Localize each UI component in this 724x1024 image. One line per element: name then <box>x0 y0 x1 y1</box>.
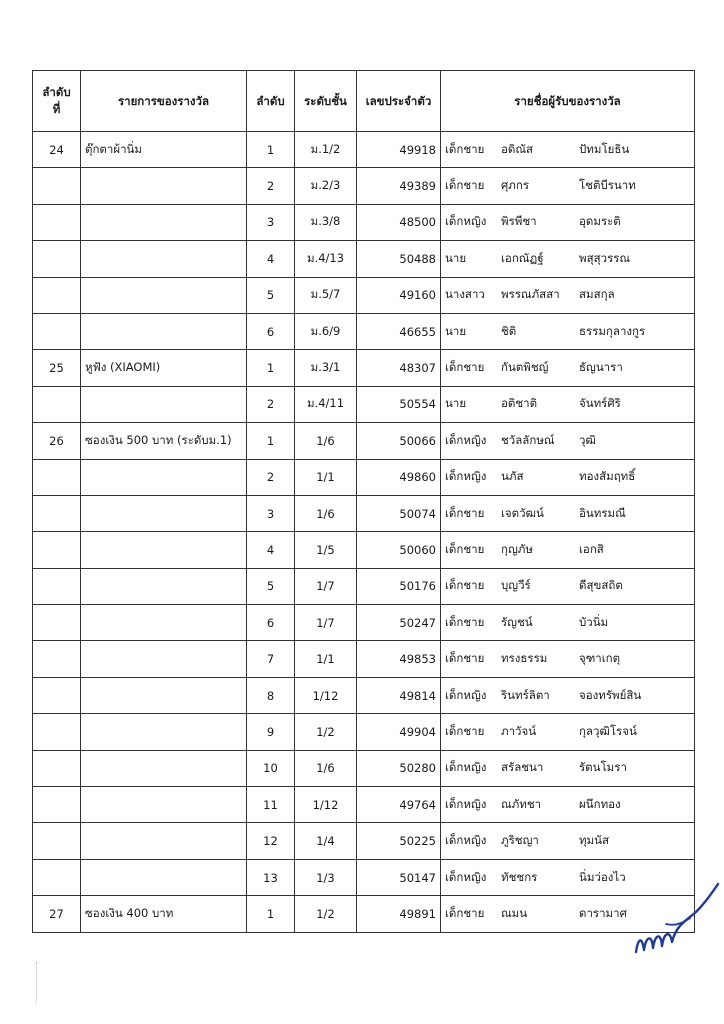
recipient-first-name: ชิติ <box>501 323 517 338</box>
recipient-last-name: ดีสุขสถิต <box>579 578 623 593</box>
prize-item <box>81 241 247 277</box>
class-level: ม.2/3 <box>295 168 357 204</box>
recipient-name <box>441 714 695 750</box>
prize-item <box>81 277 247 313</box>
recipient-name <box>441 605 695 641</box>
class-level: 1/1 <box>295 641 357 677</box>
table-row <box>33 495 695 531</box>
student-id: 50554 <box>357 386 441 422</box>
prize-item: หูฟัง (XIAOMI) <box>81 350 247 386</box>
sequence-number: 1 <box>247 423 295 459</box>
table-row <box>33 714 695 750</box>
class-level: 1/6 <box>295 423 357 459</box>
prize-item <box>81 859 247 895</box>
sequence-number: 1 <box>247 350 295 386</box>
recipient-name <box>441 750 695 786</box>
sequence-number: 8 <box>247 677 295 713</box>
table-row <box>33 641 695 677</box>
table-row <box>33 277 695 313</box>
recipient-first-name: ทัชชกร <box>501 869 538 884</box>
recipient-title: เด็กชาย <box>445 505 485 520</box>
student-id: 50066 <box>357 423 441 459</box>
class-level: 1/2 <box>295 896 357 932</box>
student-id: 49389 <box>357 168 441 204</box>
table-row <box>33 459 695 495</box>
recipient-last-name: เอกสิ <box>579 541 604 556</box>
recipient-first-name: ภาวัจน์ <box>501 723 537 738</box>
recipient-last-name: กุลวุฒิโรจน์ <box>579 723 637 738</box>
recipient-title: เด็กชาย <box>445 541 485 556</box>
class-level: ม.3/1 <box>295 350 357 386</box>
recipient-title: เด็กหญิง <box>445 833 487 848</box>
class-level: ม.5/7 <box>295 277 357 313</box>
recipient-first-name: ศุภกร <box>501 178 530 193</box>
recipient-last-name: จันทร์ศิริ <box>579 396 621 411</box>
table-row <box>33 787 695 823</box>
table-row <box>33 204 695 240</box>
recipient-name <box>441 204 695 240</box>
student-id: 49814 <box>357 677 441 713</box>
class-level: 1/7 <box>295 605 357 641</box>
recipient-name <box>441 641 695 677</box>
recipient-name <box>441 787 695 823</box>
prize-item <box>81 787 247 823</box>
recipient-last-name: ทุมนัส <box>579 833 610 848</box>
recipient-first-name: พิรพีชา <box>501 214 537 229</box>
table-row <box>33 859 695 895</box>
recipient-first-name: ณภัทชา <box>501 796 542 811</box>
prize-item: ซองเงิน 400 บาท <box>81 896 247 932</box>
header-order-line2: ที่ <box>52 102 61 116</box>
class-level: ม.1/2 <box>295 132 357 168</box>
class-level: 1/1 <box>295 459 357 495</box>
order-number <box>33 750 81 786</box>
prize-item <box>81 204 247 240</box>
sequence-number: 12 <box>247 823 295 859</box>
order-number <box>33 168 81 204</box>
class-level: ม.6/9 <box>295 313 357 349</box>
order-number <box>33 859 81 895</box>
header-recipients: รายชื่อผู้รับของรางวัล <box>441 71 695 132</box>
recipient-name <box>441 350 695 386</box>
sequence-number: 4 <box>247 241 295 277</box>
recipient-title: เด็กหญิง <box>445 469 487 484</box>
sequence-number: 7 <box>247 641 295 677</box>
recipient-last-name: โชติบีรนาท <box>579 178 636 193</box>
table-row <box>33 605 695 641</box>
recipient-title: เด็กหญิง <box>445 869 487 884</box>
class-level: ม.4/13 <box>295 241 357 277</box>
sequence-number: 9 <box>247 714 295 750</box>
recipient-title: เด็กหญิง <box>445 432 487 447</box>
prize-item <box>81 386 247 422</box>
sequence-number: 3 <box>247 204 295 240</box>
prize-item: ซองเงิน 500 บาท (ระดับม.1) <box>81 423 247 459</box>
sequence-number: 5 <box>247 568 295 604</box>
student-id: 50176 <box>357 568 441 604</box>
table-row <box>33 423 695 459</box>
recipient-last-name: ธัญนารา <box>579 360 623 375</box>
sequence-number: 13 <box>247 859 295 895</box>
signature-image <box>626 866 722 962</box>
recipient-title: นาย <box>445 250 467 265</box>
order-number <box>33 787 81 823</box>
recipient-first-name: รินทร์ลิตา <box>501 687 550 702</box>
recipient-last-name: ผนึกทอง <box>579 796 621 811</box>
recipient-first-name: สรัลชนา <box>501 760 544 775</box>
prize-item <box>81 313 247 349</box>
table-row <box>33 750 695 786</box>
recipient-last-name: ธรรมกุลางกูร <box>579 323 646 338</box>
table-row <box>33 168 695 204</box>
table-row <box>33 350 695 386</box>
class-level: 1/3 <box>295 859 357 895</box>
student-id: 49891 <box>357 896 441 932</box>
recipient-first-name: ทรงธรรม <box>501 651 548 666</box>
student-id: 50280 <box>357 750 441 786</box>
recipient-first-name: กันตพิชญ์ <box>501 360 549 375</box>
student-id: 49860 <box>357 459 441 495</box>
order-number <box>33 459 81 495</box>
sequence-number: 1 <box>247 132 295 168</box>
class-level: 1/7 <box>295 568 357 604</box>
recipient-title: เด็กหญิง <box>445 796 487 811</box>
recipient-title: นางสาว <box>445 287 485 302</box>
student-id: 50060 <box>357 532 441 568</box>
order-number: 24 <box>33 132 81 168</box>
student-id: 49853 <box>357 641 441 677</box>
student-id: 50147 <box>357 859 441 895</box>
class-level: 1/6 <box>295 750 357 786</box>
student-id: 49918 <box>357 132 441 168</box>
sequence-number: 5 <box>247 277 295 313</box>
sequence-number: 4 <box>247 532 295 568</box>
recipient-name <box>441 677 695 713</box>
recipient-last-name: พสุสุวรรณ <box>579 250 631 265</box>
prize-item <box>81 750 247 786</box>
header-order-line1: ลำดับ <box>42 85 71 99</box>
order-number <box>33 677 81 713</box>
recipient-title: เด็กหญิง <box>445 687 487 702</box>
class-level: 1/12 <box>295 677 357 713</box>
header-seq: ลำดับ <box>247 71 295 132</box>
recipient-title: เด็กชาย <box>445 360 485 375</box>
class-level: 1/4 <box>295 823 357 859</box>
class-level: 1/5 <box>295 532 357 568</box>
prize-item <box>81 714 247 750</box>
order-number <box>33 241 81 277</box>
sequence-number: 6 <box>247 313 295 349</box>
class-level: 1/2 <box>295 714 357 750</box>
recipient-name <box>441 568 695 604</box>
order-number <box>33 641 81 677</box>
sequence-number: 11 <box>247 787 295 823</box>
order-number <box>33 313 81 349</box>
order-number <box>33 495 81 531</box>
table-row <box>33 568 695 604</box>
recipient-first-name: ภูริชญา <box>501 833 539 848</box>
table-row <box>33 677 695 713</box>
order-number: 27 <box>33 896 81 932</box>
student-id: 48307 <box>357 350 441 386</box>
prize-item <box>81 677 247 713</box>
recipient-name <box>441 241 695 277</box>
recipient-name <box>441 168 695 204</box>
table-row <box>33 132 695 168</box>
student-id: 50247 <box>357 605 441 641</box>
prize-item <box>81 459 247 495</box>
recipient-title: เด็กชาย <box>445 905 485 920</box>
recipient-name <box>441 386 695 422</box>
recipient-first-name: อติชาติ <box>501 396 538 411</box>
recipient-last-name: จองทรัพย์สิน <box>579 687 642 702</box>
recipient-first-name: อดิณัส <box>501 141 534 156</box>
recipient-last-name: สมสกุล <box>579 287 615 302</box>
table-row <box>33 896 695 932</box>
recipient-first-name: บุญวีร์ <box>501 578 531 593</box>
sequence-number: 10 <box>247 750 295 786</box>
recipient-name <box>441 132 695 168</box>
recipient-title: เด็กชาย <box>445 578 485 593</box>
sequence-number: 2 <box>247 168 295 204</box>
recipient-title: เด็กชาย <box>445 651 485 666</box>
class-level: ม.3/8 <box>295 204 357 240</box>
awards-table <box>32 70 695 933</box>
recipient-first-name: กุญภัษ <box>501 541 533 556</box>
table-row <box>33 386 695 422</box>
recipient-first-name: เอกณัฏฐ์ <box>501 250 544 265</box>
recipient-name <box>441 459 695 495</box>
recipient-first-name: เจตวัฒน์ <box>501 505 544 520</box>
recipient-name <box>441 423 695 459</box>
recipient-last-name: จุฑาเกตุ <box>579 651 621 666</box>
header-prize: รายการของรางวัล <box>81 71 247 132</box>
header-row <box>33 71 695 132</box>
order-number: 25 <box>33 350 81 386</box>
prize-item <box>81 168 247 204</box>
recipient-last-name: ทองสัมฤทธิ์ <box>579 469 636 484</box>
student-id: 50074 <box>357 495 441 531</box>
recipient-last-name: บัวนิ่ม <box>579 614 609 629</box>
sequence-number: 1 <box>247 896 295 932</box>
recipient-title: เด็กชาย <box>445 178 485 193</box>
order-number: 26 <box>33 423 81 459</box>
table-row <box>33 823 695 859</box>
recipient-last-name: วุฒิ <box>579 432 596 447</box>
recipient-name <box>441 823 695 859</box>
order-number <box>33 568 81 604</box>
recipient-title: เด็กหญิง <box>445 760 487 775</box>
order-number <box>33 386 81 422</box>
recipient-name <box>441 313 695 349</box>
recipient-last-name: นิ่มว่องไว <box>579 869 626 884</box>
order-number <box>33 277 81 313</box>
recipient-last-name: รัตนโมรา <box>579 760 627 775</box>
sequence-number: 2 <box>247 459 295 495</box>
recipient-name <box>441 277 695 313</box>
recipient-last-name: ดารามาศ <box>579 905 627 920</box>
prize-item: ตุ๊กตาผ้านิ่ม <box>81 132 247 168</box>
prize-item <box>81 605 247 641</box>
student-id: 49160 <box>357 277 441 313</box>
recipient-last-name: ปัทมโยธิน <box>579 141 630 156</box>
recipient-first-name: ณมน <box>501 905 528 920</box>
sequence-number: 6 <box>247 605 295 641</box>
order-number <box>33 823 81 859</box>
student-id: 48500 <box>357 204 441 240</box>
sequence-number: 2 <box>247 386 295 422</box>
prize-item <box>81 495 247 531</box>
table-row <box>33 241 695 277</box>
recipient-title: เด็กชาย <box>445 614 485 629</box>
recipient-last-name: อุดมระติ <box>579 214 621 229</box>
table-row <box>33 313 695 349</box>
recipient-title: เด็กชาย <box>445 723 485 738</box>
recipient-title: เด็กชาย <box>445 141 485 156</box>
order-number <box>33 605 81 641</box>
order-number <box>33 714 81 750</box>
table-row <box>33 532 695 568</box>
prize-item <box>81 568 247 604</box>
order-number <box>33 204 81 240</box>
student-id: 49764 <box>357 787 441 823</box>
prize-item <box>81 641 247 677</box>
recipient-first-name: พรรณภัสสา <box>501 287 560 302</box>
prize-item <box>81 532 247 568</box>
header-level: ระดับชั้น <box>295 71 357 132</box>
class-level: ม.4/11 <box>295 386 357 422</box>
recipient-name <box>441 495 695 531</box>
recipient-first-name: รัญชน์ <box>501 614 533 629</box>
sequence-number: 3 <box>247 495 295 531</box>
student-id: 46655 <box>357 313 441 349</box>
recipient-title: เด็กหญิง <box>445 214 487 229</box>
header-order <box>33 71 81 132</box>
student-id: 49904 <box>357 714 441 750</box>
recipient-first-name: ชวัลลักษณ์ <box>501 432 555 447</box>
header-student-id: เลขประจำตัว <box>357 71 441 132</box>
recipient-name <box>441 532 695 568</box>
student-id: 50225 <box>357 823 441 859</box>
class-level: 1/12 <box>295 787 357 823</box>
margin-dots <box>36 962 39 1002</box>
recipient-title: นาย <box>445 323 467 338</box>
order-number <box>33 532 81 568</box>
class-level: 1/6 <box>295 495 357 531</box>
recipient-title: นาย <box>445 396 467 411</box>
student-id: 50488 <box>357 241 441 277</box>
prize-item <box>81 823 247 859</box>
recipient-first-name: นภัส <box>501 469 524 484</box>
recipient-last-name: อินทรมณี <box>579 505 626 520</box>
